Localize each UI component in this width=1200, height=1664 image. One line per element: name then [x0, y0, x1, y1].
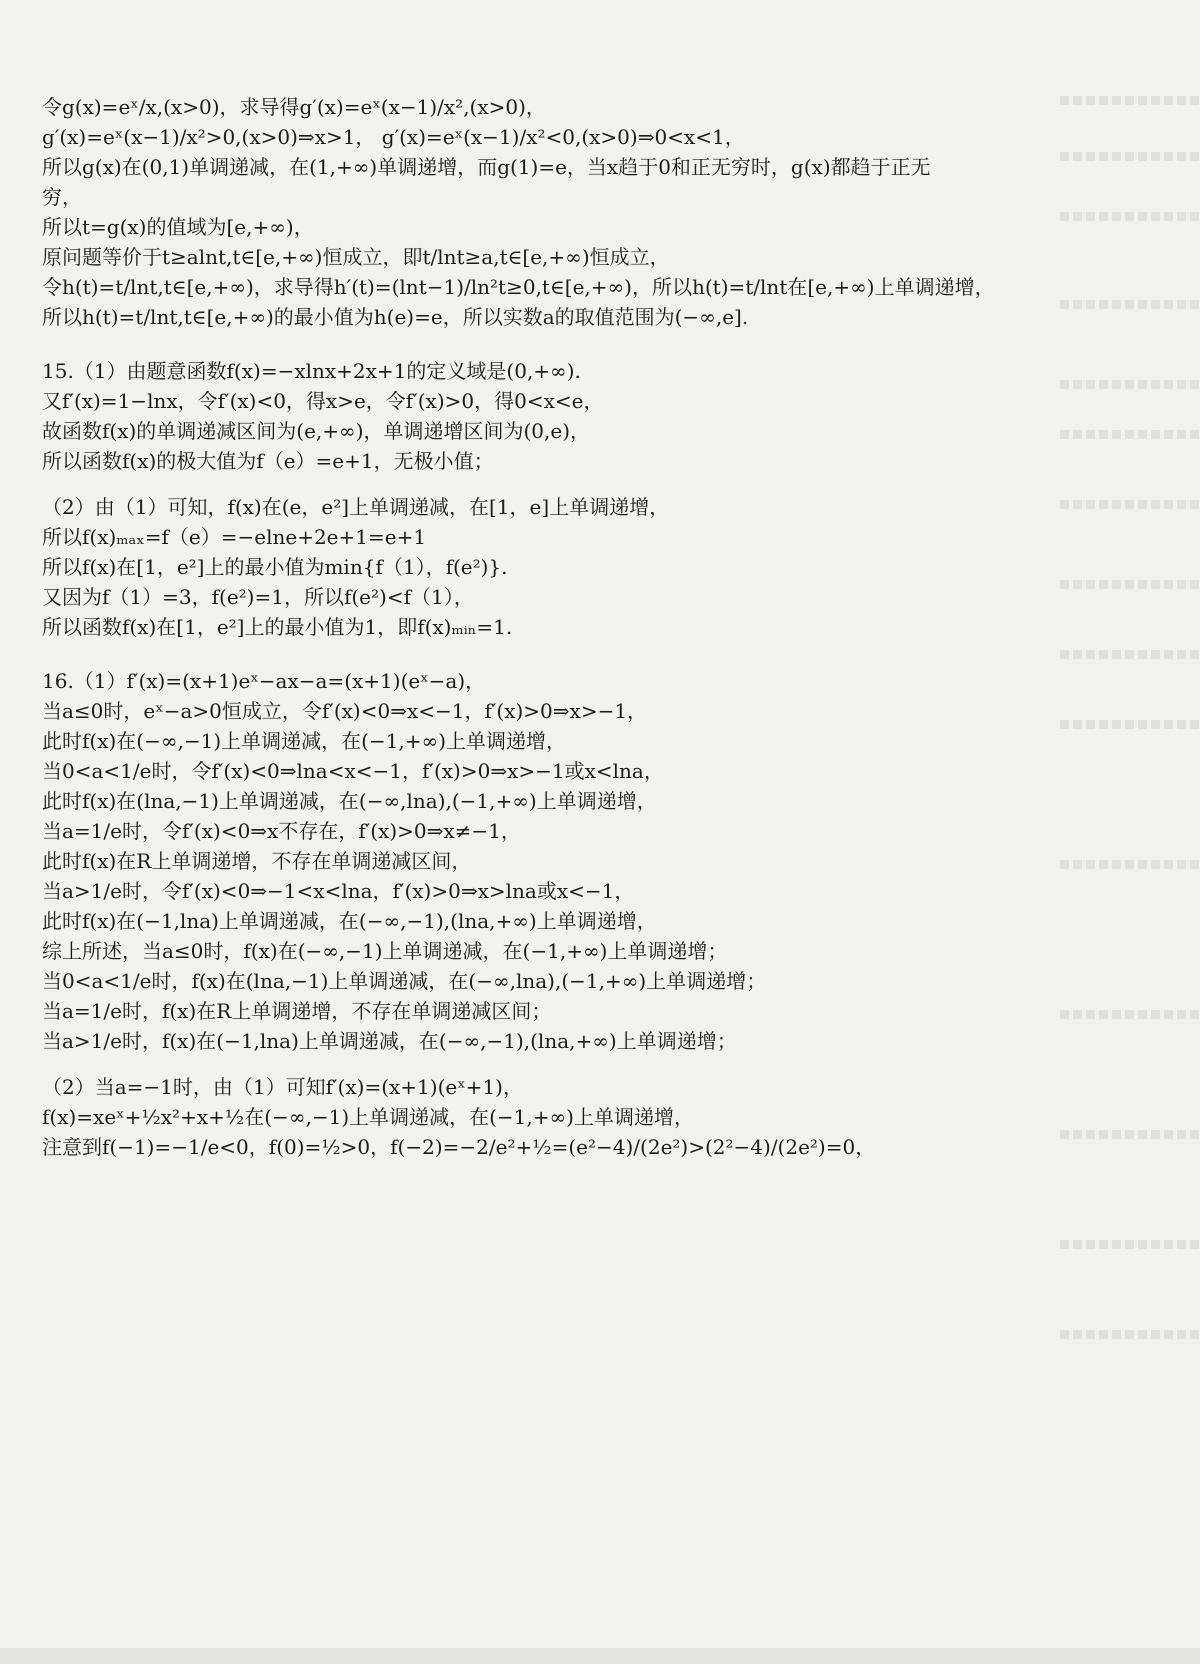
bleed-through-mark [1060, 96, 1200, 105]
bleed-through-mark [1060, 860, 1200, 869]
solution-text [42, 92, 1042, 1162]
bleed-through-mark [1060, 1130, 1200, 1139]
text-line: 故函数f(x)的单调递减区间为(e,+∞)，单调递增区间为(0,e)， [42, 419, 591, 443]
bleed-through-mark [1060, 650, 1200, 659]
bleed-through-mark [1060, 720, 1200, 729]
text-line: （2）当a=−1时，由（1）可知f′(x)=(x+1)(eˣ+1)， [42, 1075, 523, 1099]
text-line: g′(x)=eˣ(x−1)/x²>0,(x>0)⇒x>1， g′(x)=eˣ(x−1)/x²<0,(x>0)⇒0<x<1， [42, 125, 745, 149]
text-line: 此时f(x)在(lna,−1)上单调递减，在(−∞,lna),(−1,+∞)上单调递增， [42, 789, 657, 813]
text-line: 当a>1/e时，f(x)在(−1,lna)上单调递减，在(−∞,−1),(lna,+∞)上单调递增； [42, 1029, 737, 1053]
problem-16 [42, 666, 1042, 1162]
text-line: 所以函数f(x)在[1，e²]上的最小值为1，即f(x)ₘᵢₙ=1. [42, 615, 513, 639]
text-line: 此时f(x)在R上单调递增，不存在单调递减区间， [42, 849, 472, 873]
text-line: 综上所述，当a≤0时，f(x)在(−∞,−1)上单调递减，在(−1,+∞)上单调递增； [42, 939, 728, 963]
text-line: 所以f(x)ₘₐₓ=f（e）=−elne+2e+1=e+1 [42, 525, 427, 549]
bleed-through-mark [1060, 580, 1200, 589]
text-line: 穷， [42, 185, 82, 209]
text-line: 原问题等价于t≥alnt,t∈[e,+∞)恒成立，即t/lnt≥a,t∈[e,+∞)恒成立， [42, 245, 670, 269]
text-line: 令g(x)=eˣ/x,(x>0)，求导得g′(x)=eˣ(x−1)/x²,(x>0)， [42, 95, 546, 119]
text-line: 当a=1/e时，令f′(x)<0⇒x不存在，f′(x)>0⇒x≠−1， [42, 819, 521, 843]
text-line: 15.（1）由题意函数f(x)=−xlnx+2x+1的定义域是(0,+∞). [42, 359, 581, 383]
text-line: 所以函数f(x)的极大值为f（e）=e+1，无极小值； [42, 449, 494, 473]
continued-solution [42, 92, 1042, 332]
text-line: 16.（1）f′(x)=(x+1)eˣ−ax−a=(x+1)(eˣ−a)， [42, 669, 486, 693]
bleed-through-mark [1060, 380, 1200, 389]
text-line: 当a≤0时，eˣ−a>0恒成立，令f′(x)<0⇒x<−1，f′(x)>0⇒x>−1， [42, 699, 648, 723]
bleed-through-mark [1060, 1330, 1200, 1339]
bleed-through-mark [1060, 1240, 1200, 1249]
text-line: 此时f(x)在(−∞,−1)上单调递减，在(−1,+∞)上单调递增， [42, 729, 567, 753]
text-line: 所以g(x)在(0,1)单调递减，在(1,+∞)单调递增，而g(1)=e，当x趋于0和正无穷时，g(x)都趋于正无 [42, 155, 931, 179]
scan-bottom-edge [0, 1648, 1200, 1664]
text-line: f(x)=xeˣ+½x²+x+½在(−∞,−1)上单调递减，在(−1,+∞)上单调递增， [42, 1105, 694, 1129]
problem-15 [42, 356, 1042, 642]
text-line: 当0<a<1/e时，f(x)在(lna,−1)上单调递减，在(−∞,lna),(−1,+∞)上单调递增； [42, 969, 767, 993]
text-line: （2）由（1）可知，f(x)在(e，e²]上单调递减，在[1，e]上单调递增， [42, 495, 670, 519]
text-line: 又f′(x)=1−lnx，令f′(x)<0，得x>e，令f′(x)>0，得0<x<e， [42, 389, 604, 413]
text-line: 令h(t)=t/lnt,t∈[e,+∞)，求导得h′(t)=(lnt−1)/ln²t≥0,t∈[e,+∞)，所以h(t)=t/lnt在[e,+∞)上单调递增， [42, 275, 995, 299]
text-line: 当a=1/e时，f(x)在R上单调递增，不存在单调递减区间； [42, 999, 552, 1023]
bleed-through-mark [1060, 152, 1200, 161]
bleed-through-mark [1060, 212, 1200, 221]
text-line: 当a>1/e时，令f′(x)<0⇒−1<x<lna，f′(x)>0⇒x>lna或x<−1， [42, 879, 635, 903]
text-line: 又因为f（1）=3，f(e²)=1，所以f(e²)<f（1）， [42, 585, 474, 609]
text-line: 当0<a<1/e时，令f′(x)<0⇒lna<x<−1，f′(x)>0⇒x>−1或x<lna， [42, 759, 664, 783]
bleed-through-mark [1060, 1010, 1200, 1019]
text-line: 所以f(x)在[1，e²]上的最小值为min{f（1），f(e²)}. [42, 555, 508, 579]
text-line: 所以t=g(x)的值域为[e,+∞)， [42, 215, 314, 239]
bleed-through-mark [1060, 500, 1200, 509]
text-line: 所以h(t)=t/lnt,t∈[e,+∞)的最小值为h(e)=e，所以实数a的取值范围为(−∞,e]. [42, 305, 749, 329]
text-line: 注意到f(−1)=−1/e<0，f(0)=½>0，f(−2)=−2/e²+½=(e²−4)/(2e²)>(2²−4)/(2e²)=0， [42, 1135, 876, 1159]
bleed-through-mark [1060, 300, 1200, 309]
text-line: 此时f(x)在(−1,lna)上单调递减，在(−∞,−1),(lna,+∞)上单调递增， [42, 909, 657, 933]
bleed-through-mark [1060, 430, 1200, 439]
